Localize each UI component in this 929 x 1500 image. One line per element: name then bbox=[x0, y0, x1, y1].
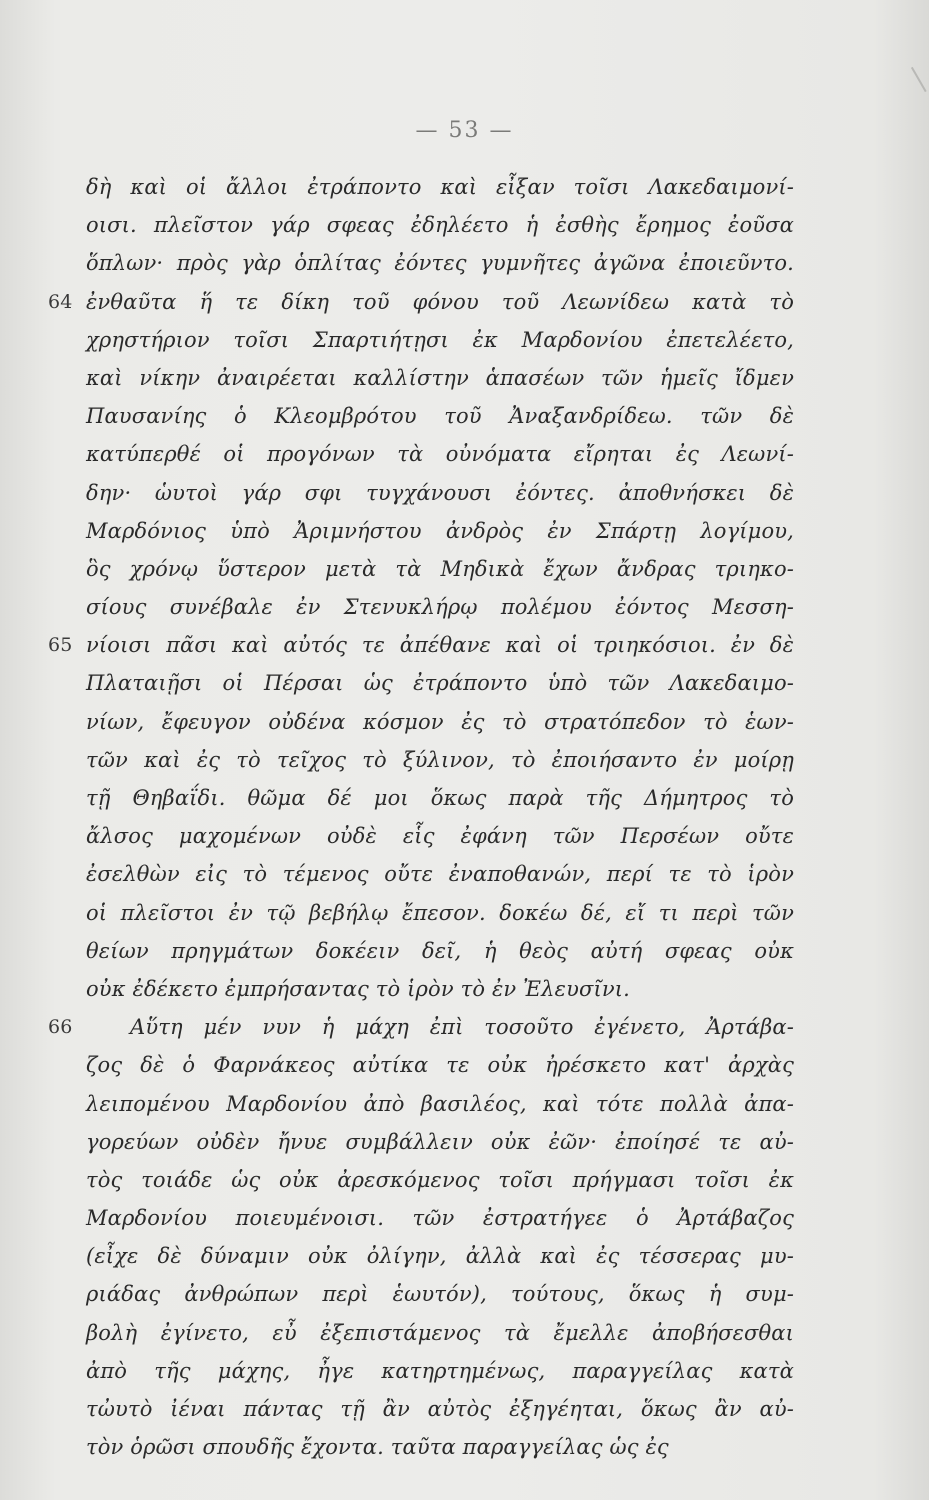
text-line bbox=[72, 741, 794, 779]
text-line bbox=[72, 779, 794, 817]
text-line bbox=[72, 1352, 794, 1390]
line-text: ἐνθαῦτα ἥ τε δίκη τοῦ φόνου τοῦ Λεωνίδεω κατὰ τὸ bbox=[86, 289, 794, 314]
text-line bbox=[72, 512, 794, 550]
text-line bbox=[72, 206, 794, 244]
line-text: ὃς χρόνῳ ὕστερον μετὰ τὰ Μηδικὰ ἔχων ἄνδρας τριηκο- bbox=[86, 556, 794, 581]
line-text: ριάδας ἀνθρώπων περὶ ἑωυτόν), τούτους, ὅκως ἡ συμ- bbox=[86, 1282, 794, 1307]
text-line bbox=[72, 664, 794, 702]
text-line bbox=[72, 1046, 794, 1084]
line-text: Μαρδονίου ποιευμένοισι. τῶν ἐστρατήγεε ὁ Ἀρτάβαζος bbox=[86, 1206, 794, 1231]
text-line bbox=[72, 932, 794, 970]
text-line bbox=[72, 1085, 794, 1123]
text-line bbox=[72, 359, 794, 397]
text-line bbox=[72, 1199, 794, 1237]
text-line bbox=[72, 168, 794, 206]
line-text: οὐκ ἐδέκετο ἐμπρήσαντας τὸ ἱρὸν τὸ ἐν Ἐλευσῖνι. bbox=[86, 976, 630, 1001]
margin-chapter-number: 66 bbox=[48, 1016, 73, 1039]
page-number: — 53 — bbox=[415, 118, 514, 143]
margin-chapter-number: 64 bbox=[48, 290, 73, 313]
line-text: τὠυτὸ ἰέναι πάντας τῇ ἂν αὐτὸς ἐξηγέηται, ὅκως ἂν αὐ- bbox=[86, 1397, 794, 1421]
line-text: κατύπερθέ οἱ προγόνων τὰ οὐνόματα εἴρηται ἐς Λεωνί- bbox=[86, 442, 794, 467]
line-text: νίοισι πᾶσι καὶ αὐτός τε ἀπέθανε καὶ οἱ τριηκόσιοι. ἐν δὲ bbox=[86, 633, 794, 658]
line-text: τὸν ὁρῶσι σπουδῆς ἔχοντα. ταῦτα παραγγείλας ὡς ἐς bbox=[86, 1435, 669, 1460]
margin-chapter-number: 65 bbox=[48, 634, 73, 657]
text-line bbox=[72, 588, 794, 626]
text-line bbox=[72, 1428, 794, 1466]
text-line bbox=[48, 283, 794, 321]
line-text: τὸς τοιάδε ὡς οὐκ ἀρεσκόμενος τοῖσι πρήγμασι τοῖσι ἐκ bbox=[86, 1167, 794, 1192]
line-text: τῶν καὶ ἐς τὸ τεῖχος τὸ ξύλινον, τὸ ἐποιήσαντο ἐν μοίρῃ bbox=[86, 747, 794, 772]
line-text: νίων, ἔφευγον οὐδένα κόσμον ἐς τὸ στρατόπεδον τὸ ἑων- bbox=[86, 709, 794, 734]
text-line bbox=[72, 703, 794, 741]
line-text: ζος δὲ ὁ Φαρνάκεος αὐτίκα τε οὐκ ἠρέσκετο κατ' ἀρχὰς bbox=[86, 1053, 794, 1078]
line-text: ἐσελθὼν εἰς τὸ τέμενος οὔτε ἐναποθανών, περί τε τὸ ἱρὸν bbox=[86, 862, 794, 887]
line-text: σίους συνέβαλε ἐν Στενυκλήρῳ πολέμου ἐόντος Μεσση- bbox=[86, 595, 794, 620]
line-text: χρηστήριον τοῖσι Σπαρτιήτῃσι ἐκ Μαρδονίου ἐπετελέετο, bbox=[86, 327, 794, 352]
line-text: λειπομένου Μαρδονίου ἀπὸ βασιλέος, καὶ τότε πολλὰ ἀπα- bbox=[86, 1091, 794, 1116]
line-text: ὅπλων· πρὸς γὰρ ὁπλίτας ἐόντες γυμνῆτες ἀγῶνα ἐποιεῦντο. bbox=[86, 251, 794, 276]
text-line bbox=[72, 321, 794, 359]
line-text: τῇ Θηβαΐδι. θῶμα δέ μοι ὅκως παρὰ τῆς Δήμητρος τὸ bbox=[86, 786, 794, 810]
text-line bbox=[72, 435, 794, 473]
text-line bbox=[72, 1314, 794, 1352]
line-text: βολὴ ἐγίνετο, εὖ ἐξεπιστάμενος τὰ ἔμελλε ἀποβήσεσθαι bbox=[86, 1320, 794, 1345]
line-text: Παυσανίης ὁ Κλεομβρότου τοῦ Ἀναξανδρίδεω. τῶν δὲ bbox=[86, 404, 794, 429]
line-text: ἀπὸ τῆς μάχης, ἦγε κατηρτημένως, παραγγείλας κατὰ bbox=[86, 1358, 794, 1383]
main-text-block bbox=[48, 168, 794, 1466]
line-text: δὴ καὶ οἱ ἄλλοι ἐτράποντο καὶ εἶξαν τοῖσι Λακεδαιμονί- bbox=[86, 175, 794, 199]
text-line bbox=[72, 550, 794, 588]
text-line bbox=[72, 970, 794, 1008]
text-line bbox=[72, 855, 794, 893]
line-text: καὶ νίκην ἀναιρέεται καλλίστην ἁπασέων τῶν ἡμεῖς ἴδμεν bbox=[86, 365, 794, 390]
text-line bbox=[72, 894, 794, 932]
text-line bbox=[72, 474, 794, 512]
line-text: δην· ὡυτοὶ γάρ σφι τυγχάνουσι ἐόντες. ἀποθνήσκει δὲ bbox=[86, 480, 794, 505]
text-line bbox=[72, 1275, 794, 1313]
text-line bbox=[72, 817, 794, 855]
text-line bbox=[72, 397, 794, 435]
line-text: θείων πρηγμάτων δοκέειν δεῖ, ἡ θεὸς αὐτή σφεας οὐκ bbox=[86, 938, 794, 963]
line-text: (εἶχε δὲ δύναμιν οὐκ ὀλίγην, ἀλλὰ καὶ ἐς τέσσερας μυ- bbox=[86, 1244, 794, 1269]
text-line bbox=[48, 1008, 794, 1046]
text-line bbox=[72, 1161, 794, 1199]
text-line bbox=[48, 626, 794, 664]
line-text: ἄλσος μαχομένων οὐδὲ εἷς ἐφάνη τῶν Περσέων οὔτε bbox=[86, 824, 794, 849]
text-line bbox=[72, 1123, 794, 1161]
text-line bbox=[72, 1390, 794, 1428]
line-text: Πλαταιῇσι οἱ Πέρσαι ὡς ἐτράποντο ὑπὸ τῶν Λακεδαιμο- bbox=[86, 671, 794, 696]
text-line bbox=[72, 1237, 794, 1275]
line-text: γορεύων οὐδὲν ἤνυε συμβάλλειν οὐκ ἐῶν· ἐποίησέ τε αὐ- bbox=[86, 1129, 794, 1154]
page-corner-mark bbox=[895, 67, 926, 101]
line-text: οισι. πλεῖστον γάρ σφεας ἐδηλέετο ἡ ἐσθὴς ἔρημος ἐοῦσα bbox=[86, 213, 794, 238]
line-text: Μαρδόνιος ὑπὸ Ἀριμνήστου ἀνδρὸς ἐν Σπάρτῃ λογίμου, bbox=[86, 518, 794, 543]
line-text: οἱ πλεῖστοι ἐν τῷ βεβήλῳ ἔπεσον. δοκέω δέ, εἴ τι περὶ τῶν bbox=[86, 900, 794, 925]
line-text: Αὕτη μέν νυν ἡ μάχη ἐπὶ τοσοῦτο ἐγένετο, Ἀρτάβα- bbox=[130, 1015, 794, 1040]
text-line bbox=[72, 244, 794, 282]
